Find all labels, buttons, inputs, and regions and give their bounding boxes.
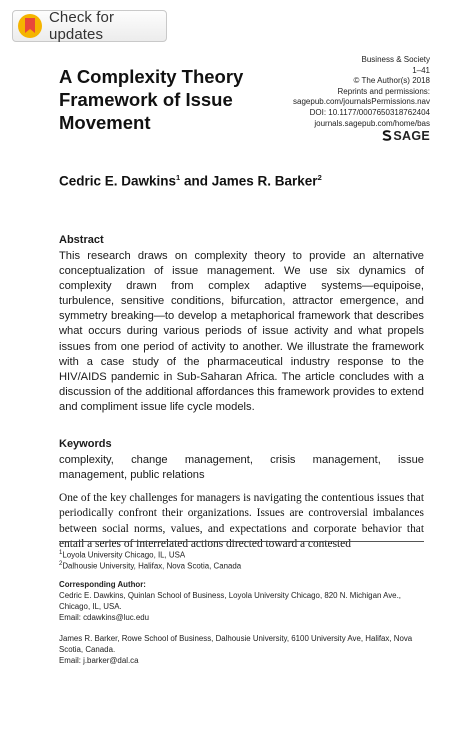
affiliation-2	[59, 559, 429, 572]
author-line	[59, 173, 322, 189]
article-title: A Complexity Theory Framework of Issue Movement	[59, 66, 244, 133]
journal-url: journals.sagepub.com/home/bas	[314, 118, 430, 128]
badge-label: Check for updates	[49, 9, 115, 43]
keywords-heading: Keywords	[59, 438, 112, 450]
abstract-text: This research draws on complexity theory to provide an alternative conceptualization of issue management. We use six dynamics of complexity drawn from complex adaptive systems—equipoise, turbulence, sensitive conditions, bifurcation, attractor emergence, and symmetry breaking—to develop a metaphorical framework that describes what occurs during various periods of issue activity and what propels issues from one period of activity to another. We illustrate the framework with a case study of the pharmaceutical industry response to the HIV/AIDS pandemic in Sub-Saharan Africa. The article concludes with a discussion of the additional affordances this framework provides to extend and compliment issue life cycle models.	[59, 250, 424, 413]
author-2-affil: 2	[317, 173, 322, 182]
author-1-affil: 1	[176, 173, 181, 182]
page-range: 1–41	[412, 65, 430, 75]
footnote-divider	[59, 541, 424, 542]
journal-info	[293, 55, 430, 142]
author-1: Cedric E. Dawkins	[59, 173, 177, 189]
reprints-label: Reprints and permissions:	[337, 86, 430, 96]
second-author-email: Email: j.barker@dal.ca	[59, 656, 139, 665]
author-conjunction: and	[180, 173, 212, 189]
keywords-text: complexity, change management, crisis management, issue management, public relations	[59, 454, 424, 482]
affiliation-2-marker: 2	[59, 561, 63, 567]
copyright: © The Author(s) 2018	[353, 76, 430, 86]
author-2: James R. Barker	[211, 173, 318, 189]
publisher-logo	[293, 130, 430, 142]
check-for-updates-badge[interactable]	[12, 10, 167, 42]
bookmark-icon	[17, 13, 43, 39]
corresponding-author-heading: Corresponding Author:	[59, 580, 146, 589]
second-author-address: James R. Barker, Rowe School of Business, Dalhousie University, 6100 University Ave, Halifax, Nova Scotia, Canada.	[59, 634, 413, 654]
sage-mark-icon	[382, 130, 392, 141]
corresponding-author-email: Email: cdawkins@luc.edu	[59, 613, 150, 622]
affiliation-1-marker: 1	[59, 550, 63, 556]
doi: DOI: 10.1177/0007650318762404	[309, 107, 430, 117]
abstract-heading: Abstract	[59, 234, 104, 246]
body-paragraph: One of the key challenges for managers is navigating the contentious issues that periodically confront their organizations. Issues are controversial imbalances between social norms, values, and expectations and corporate behavior that entail a series of interrelated actions directed toward a contested	[59, 492, 424, 551]
affiliation-1-text: Loyola University Chicago, IL, USA	[62, 550, 186, 560]
journal-name: Business & Society	[361, 55, 430, 64]
reprints-url: sagepub.com/journalsPermissions.nav	[293, 97, 430, 107]
affiliation-2-text: Dalhousie University, Halifax, Nova Scotia, Canada	[62, 561, 242, 571]
publisher-name: SAGE	[393, 129, 430, 144]
corresponding-author-address: Cedric E. Dawkins, Quinlan School of Business, Loyola University Chicago, 820 N. Michigan Ave., Chicago, IL, USA.	[59, 591, 401, 611]
